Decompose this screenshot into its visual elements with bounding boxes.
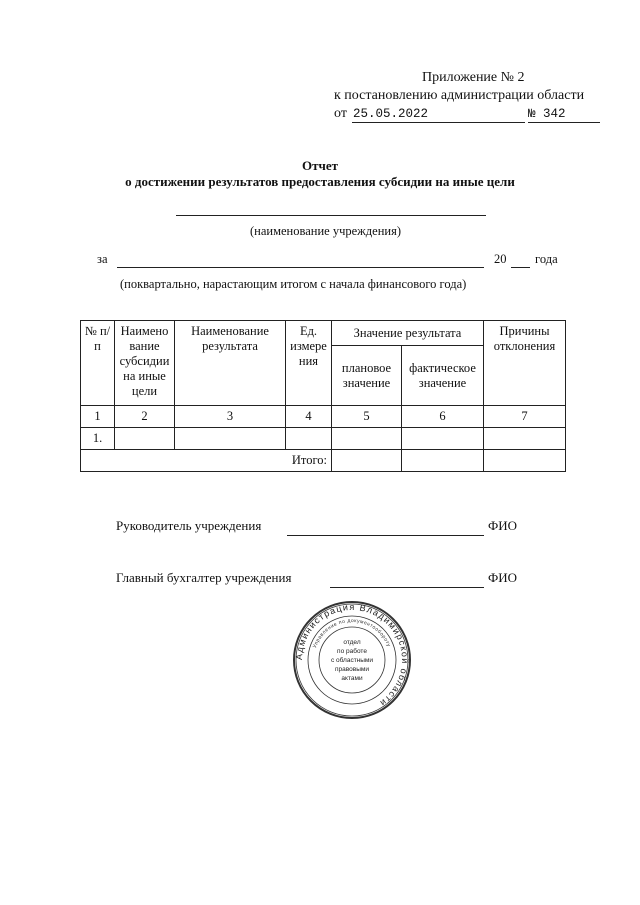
row-number: 1. (81, 428, 115, 450)
annex-label: Приложение № 2 (422, 70, 525, 85)
head-label: Руководитель учреждения (116, 518, 262, 533)
institution-line (176, 215, 486, 216)
table-cell (402, 450, 484, 472)
head-fio: ФИО (488, 518, 518, 533)
stamp-center-line: правовыми (335, 666, 369, 673)
accountant-signature-line (330, 587, 484, 588)
year-blank (511, 267, 530, 268)
resolution-date: 25.05.2022 (353, 107, 429, 121)
col-number: 7 (484, 406, 566, 428)
total-label: Итого: (81, 450, 332, 472)
table-cell (332, 450, 402, 472)
header-value: Значение результата (332, 321, 484, 346)
period-prefix: за (97, 252, 108, 266)
report-subtitle: о достижении результатов предоставления субсидии на иные цели (125, 174, 515, 189)
number-underline (528, 122, 600, 123)
resolution-label: к постановлению администрации области (334, 88, 585, 103)
report-title: Отчет (302, 158, 338, 173)
header-unit: Ед. измере ния (286, 321, 332, 406)
header-result: Наименование результата (175, 321, 286, 406)
stamp-center-line: по работе (337, 648, 367, 655)
column-number-row (81, 406, 566, 428)
col-number: 5 (332, 406, 402, 428)
head-signature-line (287, 535, 484, 536)
year-suffix: года (535, 252, 558, 266)
table-cell (286, 428, 332, 450)
stamp-outer-text: Администрация Владимирской области (293, 601, 411, 709)
header-reasons: Причины отклонения (484, 321, 566, 406)
table-cell (484, 428, 566, 450)
col-number: 2 (115, 406, 175, 428)
stamp-center-line: актами (341, 675, 363, 682)
col-number: 3 (175, 406, 286, 428)
table-cell (115, 428, 175, 450)
table-cell (484, 450, 566, 472)
accountant-label: Главный бухгалтер учреждения (116, 570, 292, 585)
table-row (81, 428, 566, 450)
period-line (117, 267, 484, 268)
header-planned: плановое значение (332, 346, 402, 406)
header-subsidy: Наимено вание субсидии на иные цели (115, 321, 175, 406)
official-stamp (292, 600, 412, 720)
report-table (80, 320, 566, 472)
col-number: 6 (402, 406, 484, 428)
from-label: от (334, 106, 347, 121)
col-number: 1 (81, 406, 115, 428)
accountant-fio: ФИО (488, 570, 518, 585)
table-cell (332, 428, 402, 450)
table-cell (402, 428, 484, 450)
period-caption: (поквартально, нарастающим итогом с начала финансового года) (120, 277, 467, 291)
col-number: 4 (286, 406, 332, 428)
institution-caption: (наименование учреждения) (250, 224, 401, 238)
table-cell (175, 428, 286, 450)
header-num: № п/п (81, 321, 115, 406)
stamp-center-line: отдел (343, 639, 361, 646)
header-actual: фактическое значение (402, 346, 484, 406)
date-underline (352, 122, 525, 123)
stamp-center-line: с областными (330, 657, 374, 664)
stamp-inner-text: Управление по документообороту (312, 617, 392, 649)
total-row (81, 450, 566, 472)
year-prefix: 20 (494, 252, 507, 266)
resolution-number: № 342 (528, 107, 566, 121)
